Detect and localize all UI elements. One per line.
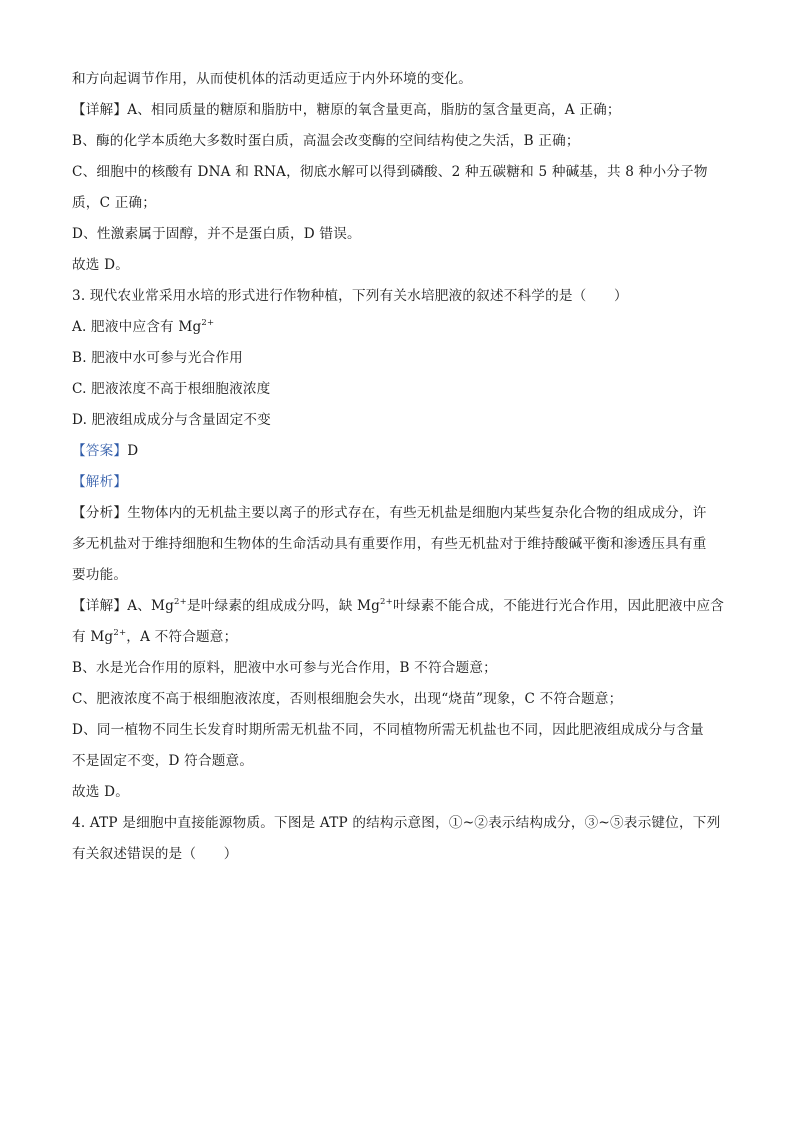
q3-detail-a1-sup1: 2+ — [174, 597, 187, 607]
q3-conclusion: 故选 D。 — [72, 784, 130, 800]
q3-option-c: C. 肥液浓度不高于根细胞液浓度 — [72, 381, 271, 397]
q3-fenxi-text-1: 生物体内的无机盐主要以离子的形式存在，有些无机盐是细胞内某些复杂化合物的组成成分，许 — [127, 505, 707, 521]
prev-detail-a-text: A、相同质量的糖原和脂肪中，糖原的氧含量更高，脂肪的氢含量更高，A 正确； — [127, 102, 621, 118]
q3-option-a-text: A. 肥液中应含有 Mg — [72, 319, 202, 335]
q3-detail-a-line-1 — [72, 591, 725, 622]
q3-option-a-sup: 2+ — [201, 318, 215, 328]
prev-detail-c-line-1: C、细胞中的核酸有 DNA 和 RNA，彻底水解可以得到磷酸、2 种五碳糖和 5 种碱基，共 8 种小分子物 — [72, 164, 708, 180]
q3-detail-a1-part2: 是叶绿素的组成成分吗，缺 Mg — [186, 598, 381, 614]
q3-detail-c-line: C、肥液浓度不高于根细胞液浓度，否则根细胞会失水，出现“烧苗”现象，C 不符合题意； — [72, 691, 623, 707]
document-page — [72, 64, 725, 870]
q3-detail-a2-part1: 有 Mg — [72, 629, 114, 645]
prev-continuation-line: 和方向起调节作用，从而使机体的活动更适应于内外环境的变化。 — [72, 71, 473, 87]
q3-detail-a1-sup2: 2+ — [380, 597, 393, 607]
q3-answer-tag: 【答案】 — [72, 443, 128, 459]
q3-fenxi-line-2: 多无机盐对于维持细胞和生物体的生命活动具有重要作用，有些无机盐对于维持酸碱平衡和渗透压具有重 — [72, 536, 707, 552]
prev-detail-tag: 【详解】 — [72, 102, 128, 118]
prev-detail-b-line: B、酶的化学本质绝大多数时蛋白质，高温会改变酶的空间结构使之失活，B 正确； — [72, 133, 580, 149]
prev-conclusion: 故选 D。 — [72, 257, 130, 273]
q3-option-b: B. 肥液中水可参与光合作用 — [72, 350, 243, 366]
q4-stem-line-2: 有关叙述错误的是（ ） — [72, 846, 238, 862]
q3-analysis-tag: 【解析】 — [72, 474, 128, 490]
prev-detail-c-line-2: 质，C 正确； — [72, 195, 157, 211]
q3-detail-d-line-1: D、同一植物不同生长发育时期所需无机盐不同，不同植物所需无机盐也不同，因此肥液组成成分与含量 — [72, 722, 704, 738]
q3-detail-a1-part3: 叶绿素不能合成，不能进行光合作用，因此肥液中应含 — [392, 598, 725, 614]
q3-detail-a1-part1: A、Mg — [127, 598, 175, 614]
q3-detail-d-line-2: 不是固定不变，D 符合题意。 — [72, 753, 254, 769]
prev-detail-a-line — [72, 95, 722, 126]
q3-option-a — [72, 312, 722, 343]
q4-stem-line-1: 4. ATP 是细胞中直接能源物质。下图是 ATP 的结构示意图，①~②表示结构成分，③~⑤表示键位，下列 — [72, 815, 721, 831]
q3-detail-a2-part2: ，A 不符合题意； — [126, 629, 238, 645]
q3-detail-b-line: B、水是光合作用的原料，肥液中水可参与光合作用，B 不符合题意； — [72, 660, 497, 676]
q3-detail-a2-sup: 2+ — [113, 628, 127, 638]
prev-detail-d-line: D、性激素属于固醇，并不是蛋白质，D 错误。 — [72, 226, 361, 242]
q3-fenxi-line-1 — [72, 498, 722, 529]
q3-fenxi-tag: 【分析】 — [72, 505, 128, 521]
q3-detail-a-line-2 — [72, 622, 722, 653]
q3-detail-tag: 【详解】 — [72, 598, 128, 614]
q3-stem: 3. 现代农业常采用水培的形式进行作物种植，下列有关水培肥液的叙述不科学的是（ ） — [72, 288, 628, 304]
q3-answer-value: D — [127, 443, 139, 459]
q3-fenxi-line-3: 要功能。 — [72, 567, 128, 583]
q3-option-d: D. 肥液组成成分与含量固定不变 — [72, 412, 271, 428]
q3-answer-line — [72, 436, 722, 467]
